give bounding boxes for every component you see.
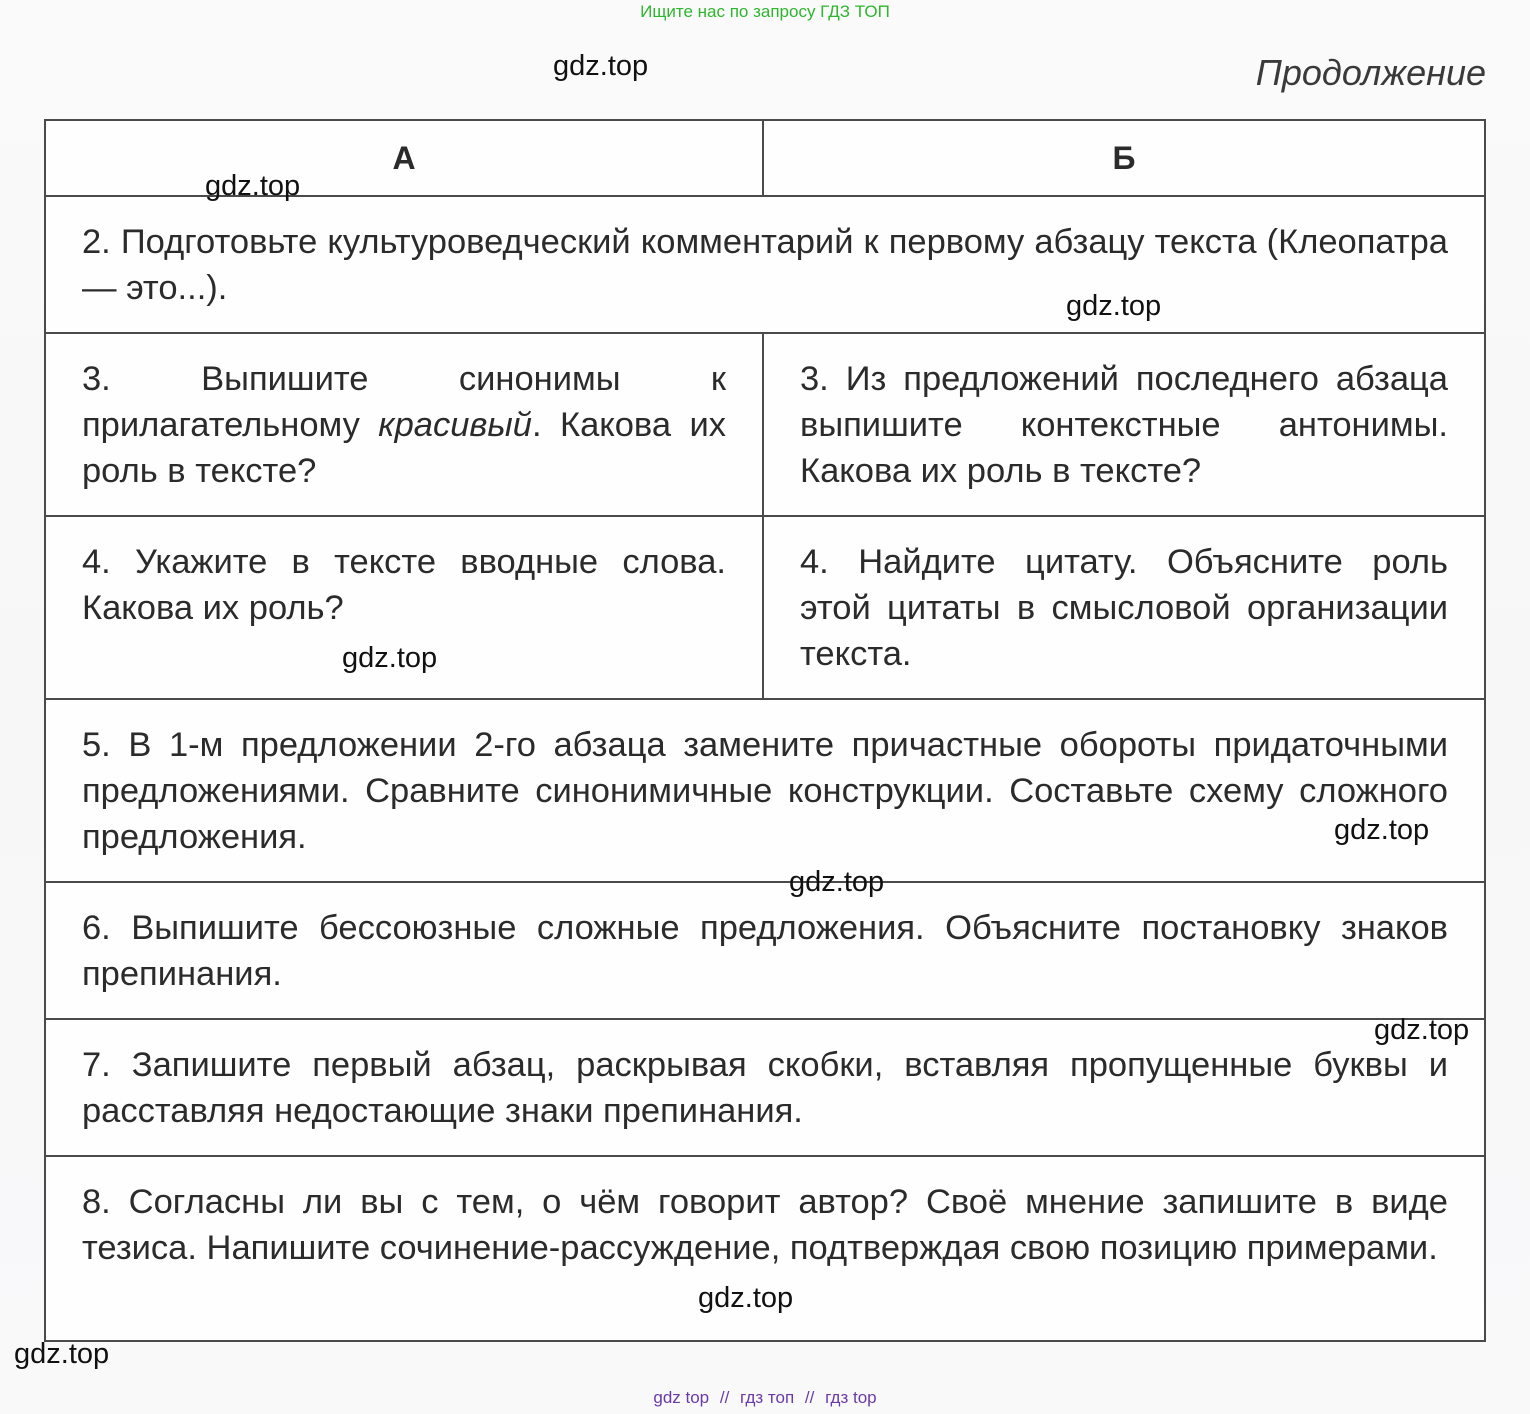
task-3a-text bbox=[82, 334, 726, 494]
task-5-text: 5. В 1-м предложении 2-го абзаца замените причастные обороты придаточными предложениями. Сравните синонимичные конструкции. Составьте схему сложного предложения. bbox=[82, 726, 1448, 856]
watermark: gdz.top bbox=[789, 866, 885, 898]
task-5 bbox=[45, 699, 1485, 882]
watermark: gdz.top bbox=[14, 1338, 110, 1370]
footer-separator: // bbox=[719, 1388, 730, 1407]
watermark: gdz.top bbox=[553, 50, 649, 82]
task-6 bbox=[45, 882, 1485, 1019]
task-3a-text-after: . Какова их роль в тексте? bbox=[82, 406, 726, 490]
task-3b bbox=[763, 333, 1485, 516]
footer-link-gdz-top-mixed[interactable]: гдз top bbox=[825, 1388, 877, 1407]
task-3a-text-before: 3. Выпишите синонимы к прилагательному bbox=[82, 360, 726, 444]
table-row bbox=[45, 882, 1485, 1019]
continuation-label: Продолжение bbox=[1255, 52, 1486, 93]
footer-link-gdz-top-ru[interactable]: гдз топ bbox=[740, 1388, 795, 1407]
watermark: gdz.top bbox=[342, 642, 438, 674]
table-row bbox=[45, 196, 1485, 333]
watermark: gdz.top bbox=[205, 170, 301, 202]
task-6-text: 6. Выпишите бессоюзные сложные предложения. Объясните постановку знаков препинания. bbox=[82, 909, 1448, 993]
column-header-b: Б bbox=[763, 120, 1485, 196]
watermark: gdz.top bbox=[1374, 1014, 1470, 1046]
task-4a-text: 4. Укажите в тексте вводные слова. Какова их роль? bbox=[82, 543, 726, 627]
tasks-table bbox=[44, 119, 1486, 1342]
task-2 bbox=[45, 196, 1485, 333]
task-2-text: 2. Подготовьте культуроведческий комментарий к первому абзацу текста (Клеопатра — это...). bbox=[82, 223, 1448, 307]
task-4b bbox=[763, 516, 1485, 699]
watermark: gdz.top bbox=[698, 1282, 794, 1314]
footer-link-gdz-top[interactable]: gdz top bbox=[653, 1388, 710, 1407]
table-row bbox=[45, 699, 1485, 882]
search-banner[interactable]: Ищите нас по запросу ГДЗ ТОП bbox=[640, 2, 890, 21]
task-3a bbox=[45, 333, 763, 516]
column-header-a: А bbox=[45, 120, 763, 196]
footer-separator: // bbox=[804, 1388, 815, 1407]
task-8-text: 8. Согласны ли вы с тем, о чём говорит автор? Своё мнение запишите в виде тезиса. Напишите сочинение-рассуждение, подтверждая свою позицию примерами. bbox=[82, 1183, 1448, 1267]
task-4b-text: 4. Найдите цитату. Объясните роль этой цитаты в смысловой организации текста. bbox=[800, 543, 1448, 673]
footer-links bbox=[0, 1388, 1530, 1408]
task-3b-text: 3. Из предложений последнего абзаца выпишите контекстные антонимы. Какова их роль в тексте? bbox=[800, 360, 1448, 490]
task-3a-italic-word: красивый bbox=[378, 406, 532, 444]
table-row bbox=[45, 333, 1485, 516]
table-row bbox=[45, 1019, 1485, 1156]
task-7 bbox=[45, 1019, 1485, 1156]
task-7-text: 7. Запишите первый абзац, раскрывая скобки, вставляя пропущенные буквы и расставляя недостающие знаки препинания. bbox=[82, 1046, 1448, 1130]
watermark: gdz.top bbox=[1066, 290, 1162, 322]
watermark: gdz.top bbox=[1334, 814, 1430, 846]
table-row bbox=[45, 516, 1485, 699]
